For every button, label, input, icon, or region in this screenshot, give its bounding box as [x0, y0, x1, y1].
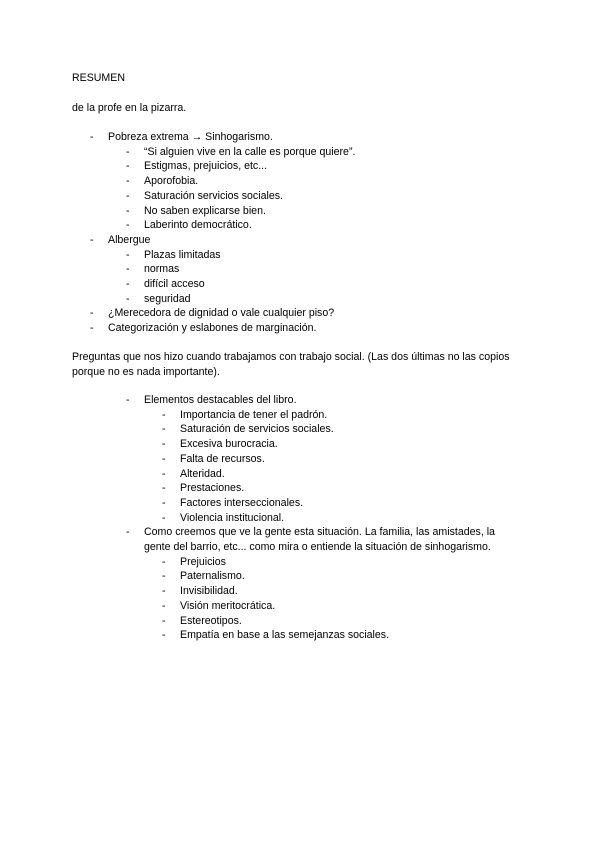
bullet-dash: -	[126, 278, 130, 291]
bullet-dash: -	[162, 599, 166, 612]
summary-list	[0, 130, 600, 336]
sub-list-item: - Falta de recursos.	[162, 452, 265, 465]
bullet-dash: -	[126, 160, 130, 173]
sub-list-item: - Prejuicios	[162, 555, 226, 568]
list-item: - Albergue	[90, 233, 151, 246]
sub-list-item: - Saturación servicios sociales.	[126, 189, 283, 202]
document-title: RESUMEN	[72, 72, 125, 84]
sub-list-item: - Violencia institucional.	[162, 511, 285, 524]
sub-list-item: - difícil acceso	[126, 278, 205, 291]
sub-list-item: - Plazas limitadas	[126, 248, 221, 261]
sub-list-item: - Estereotipos.	[162, 614, 242, 627]
list-item: - Elementos destacables del libro.	[126, 394, 297, 406]
sub-list-item: - Laberinto democrático.	[126, 219, 252, 232]
bullet-dash: -	[162, 614, 166, 627]
bullet-dash: -	[162, 482, 166, 495]
bullet-dash: -	[126, 292, 130, 305]
sub-list-item: - normas	[126, 263, 180, 276]
bullet-dash: -	[162, 629, 166, 642]
sub-list-item: - Paternalismo.	[162, 570, 245, 583]
bullet-dash: -	[126, 204, 130, 217]
sub-list-item: - No saben explicarse bien.	[126, 204, 266, 217]
sub-list-item: - Aporofobia.	[126, 175, 199, 188]
bullet-dash: -	[90, 131, 94, 143]
bullet-dash: -	[126, 394, 130, 406]
sub-list-item: - “Si alguien vive en la calle es porque quiere”.	[126, 145, 356, 158]
bullet-dash: -	[126, 263, 130, 276]
list-item: - Como creemos que ve la gente esta situación. La familia, las amistades, la gente del barrio, etc... como mira o entiende la situación de sinhogarismo.	[126, 526, 495, 554]
bullet-dash: -	[162, 555, 166, 568]
sub-list-item: - Excesiva burocracia.	[162, 438, 278, 451]
bullet-dash: -	[126, 248, 130, 261]
sub-list-item: - Invisibilidad.	[162, 585, 238, 598]
sub-list-item: - Prestaciones.	[162, 482, 245, 495]
bullet-dash: -	[126, 175, 130, 188]
document-subtitle: de la profe en la pizarra.	[72, 102, 187, 114]
list-item: - ¿Merecedora de dignidad o vale cualquier piso?	[90, 307, 335, 320]
bullet-dash: -	[162, 438, 166, 451]
bullet-dash: -	[162, 511, 166, 524]
bullet-dash: -	[162, 423, 166, 436]
bullet-dash: -	[126, 219, 130, 232]
bullet-dash: -	[162, 585, 166, 598]
bullet-dash: -	[162, 570, 166, 583]
list-item: - Pobreza extrema → Sinhogarismo.	[90, 131, 273, 143]
sub-list-item: - Empatía en base a las semejanzas sociales.	[162, 629, 390, 642]
sub-list-item: - Factores interseccionales.	[162, 496, 304, 509]
bullet-dash: -	[126, 145, 130, 158]
bullet-dash: -	[126, 189, 130, 202]
sub-list-item: - seguridad	[126, 292, 191, 305]
bullet-dash: -	[162, 452, 166, 465]
bullet-dash: -	[90, 307, 94, 320]
bullet-dash: -	[126, 526, 130, 539]
bullet-dash: -	[90, 233, 94, 246]
bullet-dash: -	[162, 467, 166, 480]
sub-list-item: - Visión meritocrática.	[162, 599, 276, 612]
sub-list-item: - Estigmas, prejuicios, etc...	[126, 160, 268, 173]
sub-list-item: - Alteridad.	[162, 467, 225, 480]
sub-list-item: - Saturación de servicios sociales.	[162, 423, 334, 436]
questions-list	[0, 393, 600, 643]
bullet-dash: -	[90, 322, 94, 335]
bullet-dash: -	[162, 496, 166, 509]
list-item: - Categorización y eslabones de marginación.	[90, 322, 317, 335]
bullet-dash: -	[162, 408, 166, 421]
sub-list-item: - Importancia de tener el padrón.	[162, 408, 328, 421]
questions-intro: Preguntas que nos hizo cuando trabajamos con trabajo social. (Las dos últimas no las copios porque no es nada importante).	[72, 351, 510, 378]
